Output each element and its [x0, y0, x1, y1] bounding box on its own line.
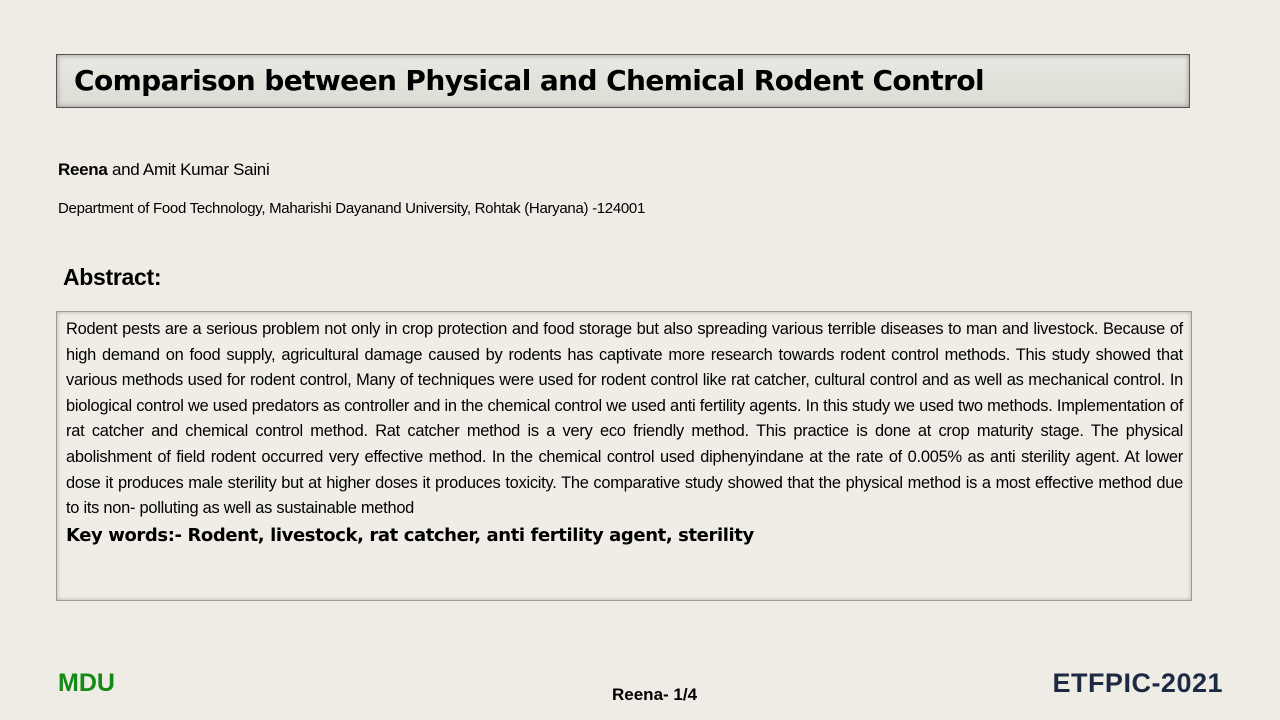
department-affiliation: Department of Food Technology, Maharishi Dayanand University, Rohtak (Haryana) -124001	[58, 200, 646, 217]
title-banner	[56, 54, 1190, 108]
footer-conference-label: ETFPIC-2021	[1052, 668, 1223, 698]
authors-line	[58, 160, 269, 180]
keywords-line: Key words:- Rodent, livestock, rat catcher, anti fertility agent, sterility	[66, 524, 754, 546]
primary-author: Reena	[58, 160, 108, 179]
footer-mdu-label: MDU	[58, 669, 115, 697]
abstract-body: Rodent pests are a serious problem not only in crop protection and food storage but also spreading various terrible diseases to man and livestock. Because of high demand on food supply, agricultural damage caused by rodents has captivate more research towards rodent control methods. This study showed that various methods used for rodent control, Many of techniques were used for rodent control like rat catcher, cultural control and as well as mechanical control. In biological control we used predators as controller and in the chemical control we used anti fertility agents. In this study we used two methods. Implementation of rat catcher and chemical control method. Rat catcher method is a very eco friendly method. This practice is done at crop maturity stage. The physical abolishment of field rodent occurred very effective method. In the chemical control used diphenyindane at the rate of 0.005% as anti sterility agent. At lower dose it produces male sterility but at higher doses it produces toxicity. The comparative study showed that the physical method is a most effective method due to its non- polluting as well as sustainable method	[66, 320, 1183, 518]
abstract-heading: Abstract:	[63, 264, 162, 290]
page-title: Comparison between Physical and Chemical Rodent Control	[74, 64, 984, 97]
slide-number: Reena- 1/4	[612, 685, 698, 704]
abstract-box	[56, 311, 1192, 601]
co-authors: and Amit Kumar Saini	[107, 160, 270, 179]
